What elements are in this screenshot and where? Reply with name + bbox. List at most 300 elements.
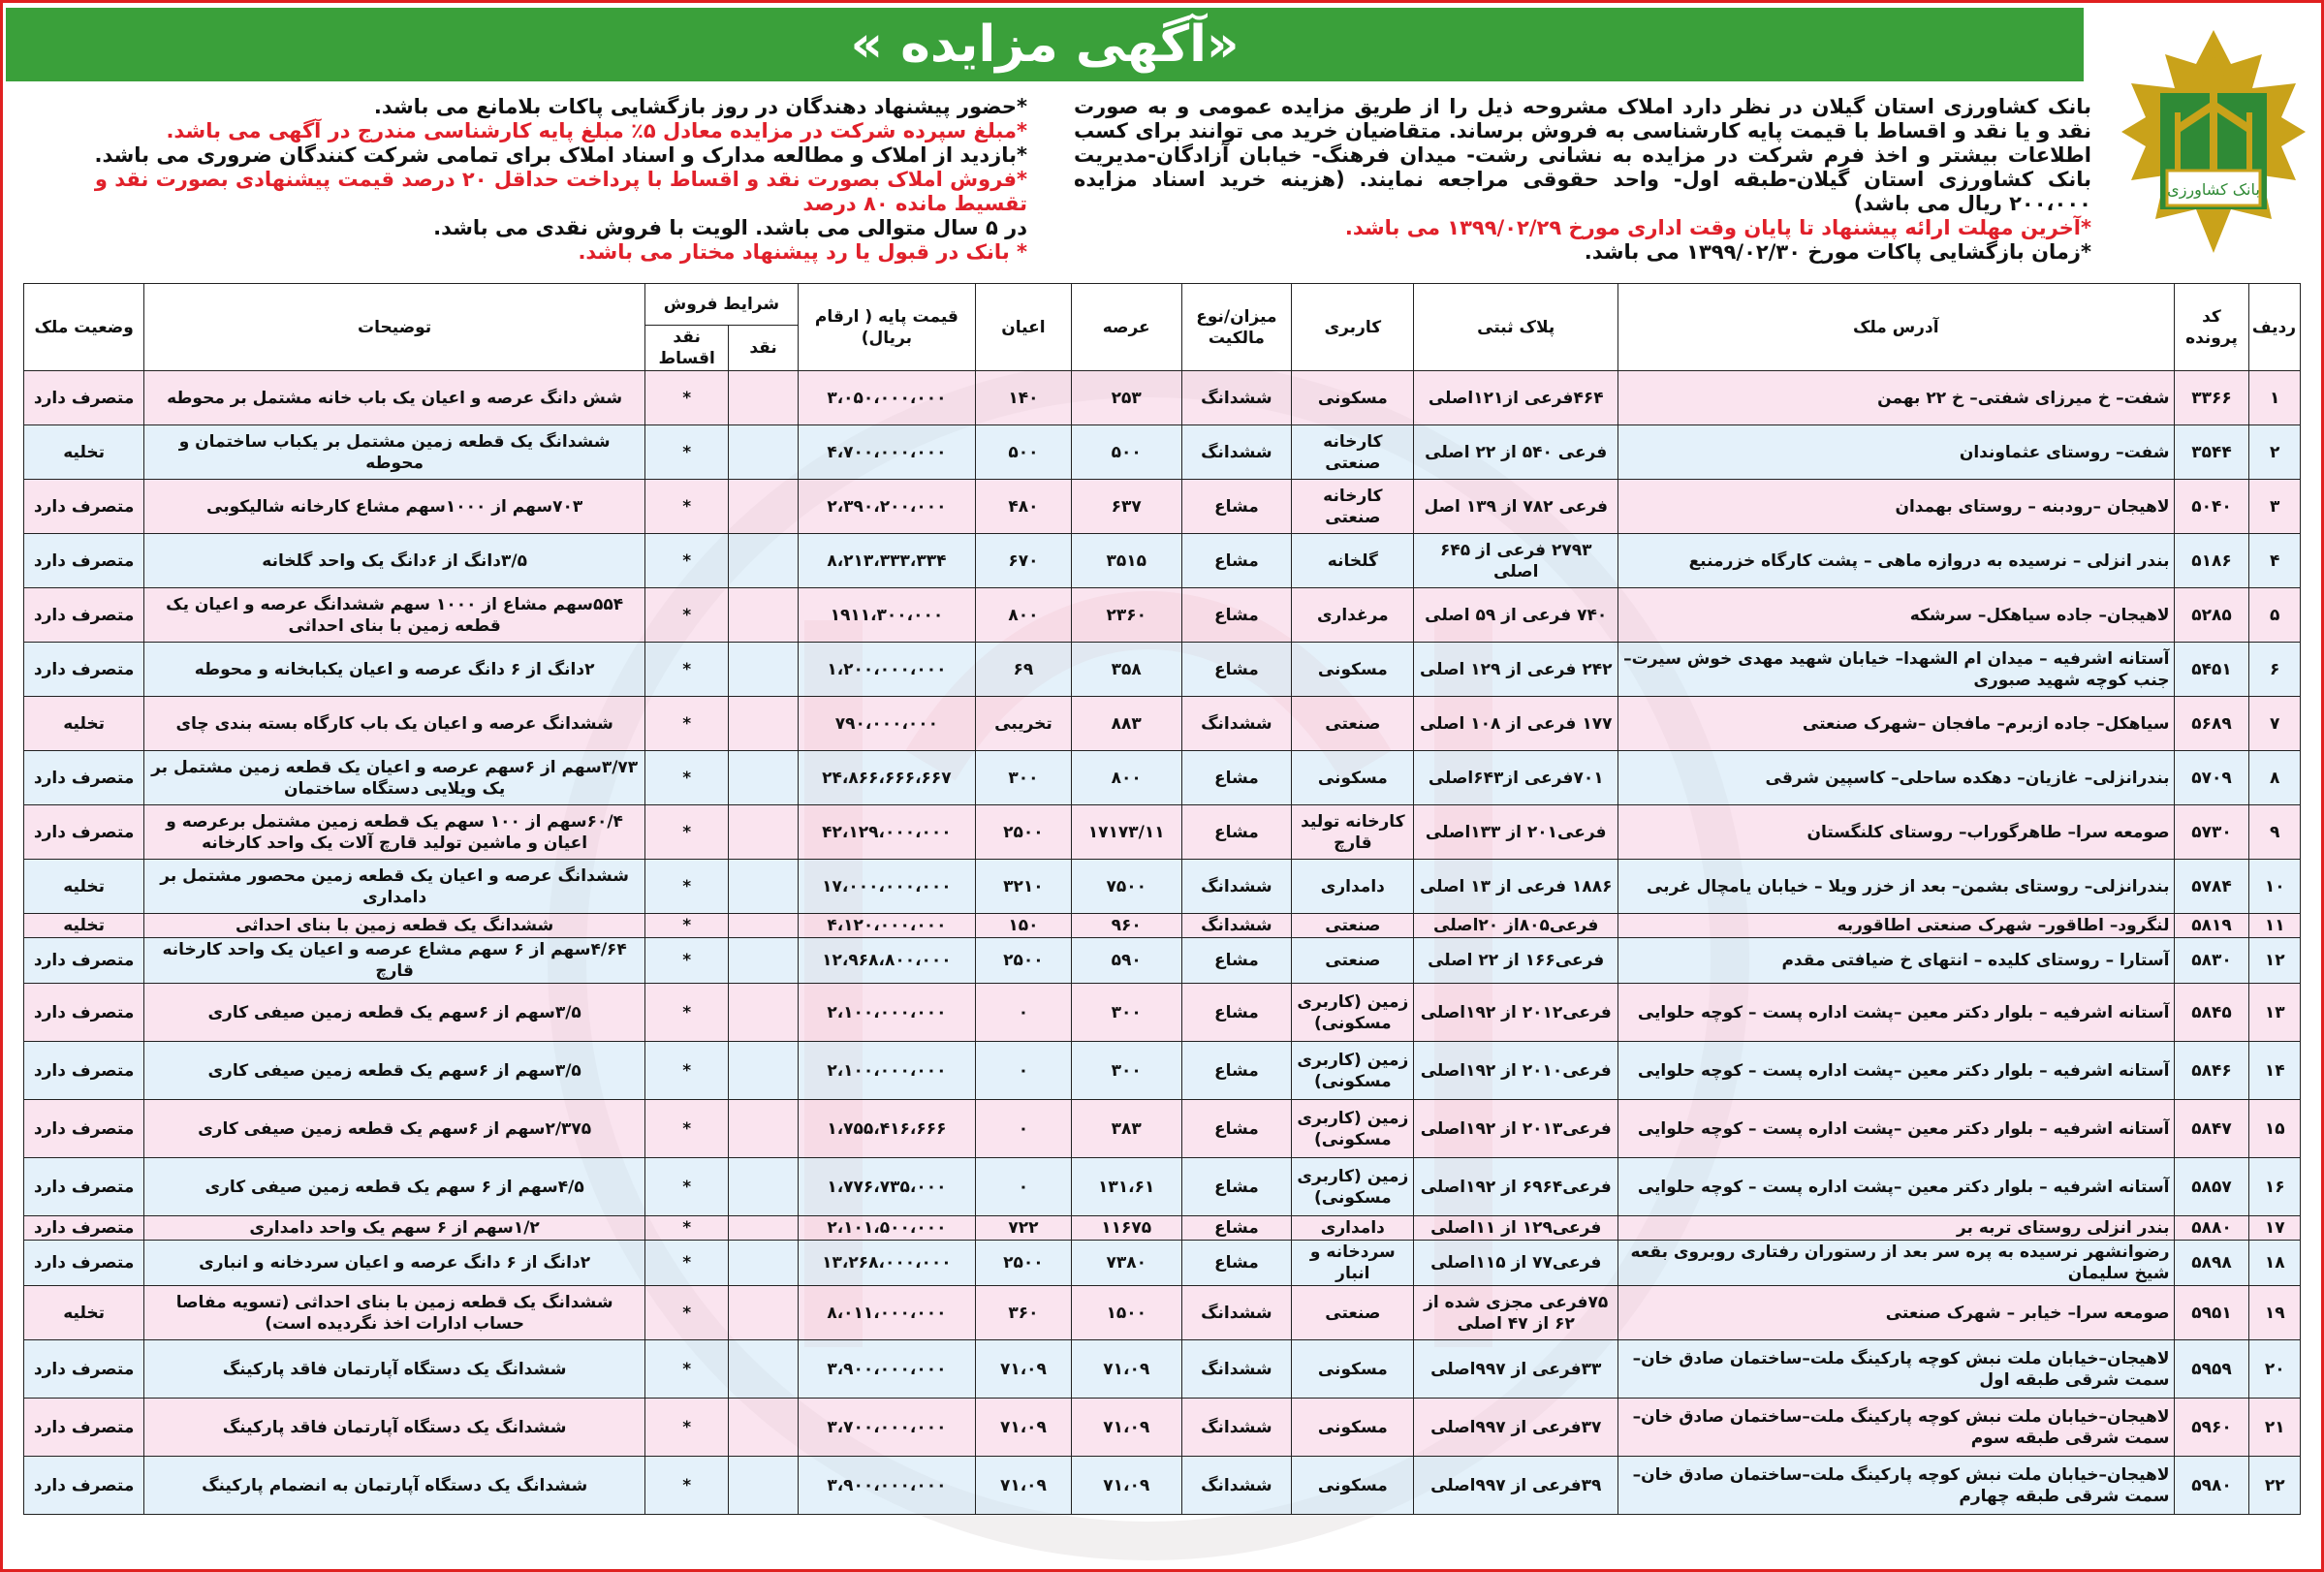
table-row [24,938,2301,984]
cell-row-number: ۱۲ [2249,938,2301,984]
cell-ownership: ششدانگ [1181,860,1292,914]
cell-cash-mark [729,1216,799,1241]
cell-area: ۱۷۱۷۳/۱۱ [1071,805,1181,860]
cell-installment-mark: * [644,643,728,697]
cell-plaque: ۱۷۷ فرعی از ۱۰۸ اصلی [1414,697,1617,751]
table-row [24,1457,2301,1515]
cell-address: بندر انزلی – نرسیده به دروازه ماهی – پشت کارگاه خزرمنبع [1617,534,2174,588]
cell-row-number: ۱۰ [2249,860,2301,914]
page-title: «آگهی مزایده » [850,16,1240,74]
table-row [24,534,2301,588]
cell-usage: زمین (کاربری مسکونی) [1292,1158,1414,1216]
cell-cash-mark [729,1457,799,1515]
cell-base-price: ۱۹۱۱،۳۰۰،۰۰۰ [798,588,975,643]
cell-ownership: مشاع [1181,938,1292,984]
table-row [24,1241,2301,1286]
cell-description: ۴/۶۴سهم از ۶ سهم مشاع عرصه و اعیان یک واحد کارخانه قارچ [144,938,645,984]
cell-usage: صنعتی [1292,697,1414,751]
title-banner [6,8,2084,81]
cell-address: بندرانزلی– روستای بشمن– بعد از خزر ویلا – خیابان یامچال غربی [1617,860,2174,914]
cell-building: ۱۴۰ [975,371,1071,425]
cell-ownership: ششدانگ [1181,371,1292,425]
cell-ownership: ششدانگ [1181,1286,1292,1340]
cell-row-number: ۱۸ [2249,1241,2301,1286]
note-visit: *بازدید از املاک و مطالعه مدارک و اسناد املاک برای تمامی شرکت کنندگان ضروری می باشد. [94,143,1027,167]
cell-cash-mark [729,860,799,914]
cell-area: ۳۰۰ [1071,984,1181,1042]
cell-cash-mark [729,1100,799,1158]
cell-plaque: فرعی۱۶۶ از ۲۲ اصلی [1414,938,1617,984]
cell-ownership: مشاع [1181,751,1292,805]
cell-ownership: مشاع [1181,1100,1292,1158]
header-base-price: قیمت پایه ( ارقام بریال) [798,284,975,371]
cell-area: ۱۵۰۰ [1071,1286,1181,1340]
cell-description: ۳/۵دانگ از ۶دانگ یک واحد گلخانه [144,534,645,588]
cell-address: لاهیجان–خیابان ملت نبش کوچه پارکینگ ملت–ساختمان صادق خان– سمت شرقی طبقه چهارم [1617,1457,2174,1515]
cell-plaque: ۷۴۰ فرعی از ۵۹ اصلی [1414,588,1617,643]
cell-ownership: مشاع [1181,1216,1292,1241]
table-row [24,1286,2301,1340]
cell-building: ۷۱،۰۹ [975,1399,1071,1457]
cell-area: ۸۸۳ [1071,697,1181,751]
cell-row-number: ۱ [2249,371,2301,425]
cell-ownership: مشاع [1181,1158,1292,1216]
cell-installment-mark: * [644,860,728,914]
cell-ownership: مشاع [1181,588,1292,643]
cell-installment-mark: * [644,1241,728,1286]
table-row [24,1216,2301,1241]
cell-address: آستانه اشرفیه – بلوار دکتر معین –پشت اداره پست – کوچه حلوایی [1617,1042,2174,1100]
cell-row-number: ۲ [2249,425,2301,480]
cell-status: متصرف دارد [24,480,144,534]
cell-base-price: ۱۷،۰۰۰،۰۰۰،۰۰۰ [798,860,975,914]
table-row [24,1100,2301,1158]
cell-cash-mark [729,643,799,697]
cell-description: ششدانگ یک قطعه زمین با بنای احداثی (تسویه مفاصا حساب ادارات اخذ نگردیده است) [144,1286,645,1340]
cell-usage: کارخانه تولید قارچ [1292,805,1414,860]
cell-status: تخلیه [24,697,144,751]
cell-area: ۶۳۷ [1071,480,1181,534]
cell-status: متصرف دارد [24,751,144,805]
cell-row-number: ۵ [2249,588,2301,643]
cell-base-price: ۴،۱۲۰،۰۰۰،۰۰۰ [798,914,975,938]
cell-usage: دامداری [1292,1216,1414,1241]
cell-file-code: ۵۸۴۷ [2174,1100,2249,1158]
table-row [24,984,2301,1042]
cell-cash-mark [729,938,799,984]
cell-cash-mark [729,588,799,643]
cell-usage: زمین (کاربری مسکونی) [1292,1100,1414,1158]
cell-building: ۱۵۰ [975,914,1071,938]
cell-ownership: مشاع [1181,805,1292,860]
cell-row-number: ۴ [2249,534,2301,588]
cell-cash-mark [729,1042,799,1100]
cell-description: ششدانگ یک دستگاه آپارتمان فاقد پارکینگ [144,1340,645,1399]
cell-row-number: ۲۲ [2249,1457,2301,1515]
auction-table [23,283,2301,1515]
cell-area: ۳۵۱۵ [1071,534,1181,588]
cell-base-price: ۱،۷۵۵،۴۱۶،۶۶۶ [798,1100,975,1158]
cell-row-number: ۷ [2249,697,2301,751]
cell-base-price: ۳،۹۰۰،۰۰۰،۰۰۰ [798,1457,975,1515]
cell-plaque: ۳۷فرعی از ۹۹۷اصلی [1414,1399,1617,1457]
cell-description: ۴/۵سهم از ۶ سهم یک قطعه زمین صیفی کاری [144,1158,645,1216]
header-address: آدرس ملک [1617,284,2174,371]
header-file-code: کد پرونده [2174,284,2249,371]
cell-area: ۳۵۸ [1071,643,1181,697]
cell-cash-mark [729,805,799,860]
cell-file-code: ۳۳۶۶ [2174,371,2249,425]
cell-building: ۴۸۰ [975,480,1071,534]
cell-description: ۳/۵سهم از ۶سهم یک قطعه زمین صیفی کاری [144,1042,645,1100]
cell-area: ۵۰۰ [1071,425,1181,480]
table-row [24,643,2301,697]
cell-file-code: ۵۸۱۹ [2174,914,2249,938]
cell-file-code: ۵۶۸۹ [2174,697,2249,751]
cell-building: ۸۰۰ [975,588,1071,643]
cell-installment-mark: * [644,1286,728,1340]
cell-base-price: ۴۲،۱۲۹،۰۰۰،۰۰۰ [798,805,975,860]
table-row [24,751,2301,805]
cell-base-price: ۳،۷۰۰،۰۰۰،۰۰۰ [798,1399,975,1457]
cell-ownership: ششدانگ [1181,914,1292,938]
cell-plaque: فرعی۸۰۵از ۲۰اصلی [1414,914,1617,938]
cell-file-code: ۵۹۶۰ [2174,1399,2249,1457]
header-ownership: میزان/نوع مالکیت [1181,284,1292,371]
cell-address: رضوانشهر نرسیده به پره سر بعد از رستوران رفتاری روبروی بقعه شیخ سلیمان [1617,1241,2174,1286]
cell-description: ششدانگ عرصه و اعیان یک باب کارگاه بسته بندی چای [144,697,645,751]
cell-base-price: ۱۳،۲۶۸،۰۰۰،۰۰۰ [798,1241,975,1286]
header-building: اعیان [975,284,1071,371]
cell-file-code: ۵۹۵۱ [2174,1286,2249,1340]
cell-cash-mark [729,1158,799,1216]
cell-plaque: فرعی ۷۸۲ از ۱۳۹ اصل [1414,480,1617,534]
cell-description: ششدانگ یک دستگاه آپارتمان به انضمام پارکینگ [144,1457,645,1515]
table-row [24,860,2301,914]
cell-file-code: ۵۸۹۸ [2174,1241,2249,1286]
cell-file-code: ۵۱۸۶ [2174,534,2249,588]
cell-area: ۷۵۰۰ [1071,860,1181,914]
cell-ownership: ششدانگ [1181,425,1292,480]
cell-base-price: ۱۲،۹۶۸،۸۰۰،۰۰۰ [798,938,975,984]
cell-area: ۵۹۰ [1071,938,1181,984]
intro-deadline: *آخرین مهلت ارائه پیشنهاد تا پایان وقت اداری مورخ ۱۳۹۹/۰۲/۲۹ می باشد. [1344,216,2091,239]
cell-base-price: ۲،۱۰۰،۰۰۰،۰۰۰ [798,984,975,1042]
intro-main-block [1074,95,2091,265]
cell-description: ۵۵۴سهم مشاع از ۱۰۰۰ سهم ششدانگ عرصه و اعیان یک قطعه زمین با بنای احداثی [144,588,645,643]
cell-building: ۲۵۰۰ [975,805,1071,860]
cell-file-code: ۵۸۴۵ [2174,984,2249,1042]
cell-file-code: ۵۹۸۰ [2174,1457,2249,1515]
cell-description: ششدانگ یک دستگاه آپارتمان فاقد پارکینگ [144,1399,645,1457]
note-bank-right: * بانک در قبول یا رد پیشنهاد مختار می باشد. [578,240,1027,264]
cell-address: شفت– خ میرزای شفتی– خ ۲۲ بهمن [1617,371,2174,425]
cell-area: ۳۸۳ [1071,1100,1181,1158]
cell-building: تخریبی [975,697,1071,751]
cell-cash-mark [729,425,799,480]
cell-description: ۳/۷۳سهم از ۶سهم عرصه و اعیان یک قطعه زمین مشتمل بر یک ویلایی دستگاه ساختمان [144,751,645,805]
cell-building: ۷۲۲ [975,1216,1071,1241]
cell-row-number: ۳ [2249,480,2301,534]
cell-address: لاهیجان–خیابان ملت نبش کوچه پارکینگ ملت–ساختمان صادق خان– سمت شرقی طبقه اول [1617,1340,2174,1399]
cell-description: ۶۰/۴سهم از ۱۰۰ سهم یک قطعه زمین مشتمل برعرصه و اعیان و ماشین تولید قارچ آلات یک واحد کارخانه [144,805,645,860]
header-plaque: پلاک ثبتی [1414,284,1617,371]
cell-plaque: ۴۶۴فرعی از۱۲۱اصلی [1414,371,1617,425]
header-installment: نقد اقساط [644,326,728,371]
cell-address: آستانه اشرفیه – بلوار دکتر معین –پشت اداره پست – کوچه حلوایی [1617,1158,2174,1216]
table-header-row [24,284,2301,326]
cell-building: ۶۷۰ [975,534,1071,588]
cell-address: لنگرود– اطاقور– شهرک صنعتی اطاقوربه [1617,914,2174,938]
cell-status: متصرف دارد [24,1100,144,1158]
cell-description: ششدانگ عرصه و اعیان یک قطعه زمین محصور مشتمل بر دامداری [144,860,645,914]
cell-description: شش دانگ عرصه و اعیان یک باب خانه مشتمل بر محوطه [144,371,645,425]
cell-usage: مسکونی [1292,751,1414,805]
cell-plaque: فرعی۲۰۱۲ از ۱۹۲اصلی [1414,984,1617,1042]
cell-row-number: ۸ [2249,751,2301,805]
cell-cash-mark [729,751,799,805]
cell-area: ۷۱،۰۹ [1071,1399,1181,1457]
cell-usage: گلخانه [1292,534,1414,588]
cell-plaque: فرعی۶۹۶۴ از ۱۹۲اصلی [1414,1158,1617,1216]
cell-installment-mark: * [644,751,728,805]
cell-address: لاهیجان– جاده سیاهکل– سرشکه [1617,588,2174,643]
cell-description: ششدانگ یک قطعه زمین مشتمل بر یکباب ساختمان و محوطه [144,425,645,480]
cell-description: ۲دانگ از ۶ دانگ عرصه و اعیان یکبابخانه و محوطه [144,643,645,697]
cell-installment-mark: * [644,1457,728,1515]
table-row [24,914,2301,938]
cell-address: صومعه سرا– طاهرگوراب– روستای کلنگستان [1617,805,2174,860]
cell-installment-mark: * [644,914,728,938]
cell-status: متصرف دارد [24,1457,144,1515]
cell-usage: سردخانه و انبار [1292,1241,1414,1286]
cell-plaque: فرعی ۵۴۰ از ۲۲ اصلی [1414,425,1617,480]
cell-base-price: ۸،۲۱۳،۳۳۳،۳۳۴ [798,534,975,588]
intro-main-text: بانک کشاورزی استان گیلان در نظر دارد املاک مشروحه ذیل را از طریق مزایده عمومی و به صورت نقد و یا نقد و اقساط با قیمت پایه کارشناسی به فروش برساند. متقاضیان خرید می توانند برای کسب اطلاعات بیشتر و اخذ فرم شرکت در مزایده به نشانی رشت- میدان فرهنگ- خیابان آزادگان-مدیریت بانک کشاورزی استان گیلان-طبقه اول- واحد حقوقی مراجعه نمایند. (هزینه خرید اسناد مزایده ۲۰۰،۰۰۰ ریال می باشد) [1074,95,2091,215]
header-usage: کاربری [1292,284,1414,371]
cell-ownership: ششدانگ [1181,1399,1292,1457]
cell-status: متصرف دارد [24,984,144,1042]
cell-file-code: ۵۲۸۵ [2174,588,2249,643]
cell-file-code: ۵۷۰۹ [2174,751,2249,805]
cell-status: متصرف دارد [24,588,144,643]
header-description: توضیحات [144,284,645,371]
cell-status: تخلیه [24,1286,144,1340]
cell-building: ۰ [975,1100,1071,1158]
cell-installment-mark: * [644,984,728,1042]
cell-base-price: ۱،۷۷۶،۷۳۵،۰۰۰ [798,1158,975,1216]
cell-ownership: مشاع [1181,643,1292,697]
cell-address: آستانه اشرفیه – بلوار دکتر معین –پشت اداره پست – کوچه حلوایی [1617,1100,2174,1158]
header-row-number: ردیف [2249,284,2301,371]
cell-cash-mark [729,371,799,425]
cell-building: ۰ [975,1042,1071,1100]
cell-cash-mark [729,1340,799,1399]
cell-building: ۵۰۰ [975,425,1071,480]
cell-status: متصرف دارد [24,805,144,860]
cell-file-code: ۵۸۸۰ [2174,1216,2249,1241]
cell-address: بندر انزلی روستای تربه بر [1617,1216,2174,1241]
cell-description: ششدانگ یک قطعه زمین با بنای احداثی [144,914,645,938]
cell-base-price: ۳،۰۵۰،۰۰۰،۰۰۰ [798,371,975,425]
table-row [24,1042,2301,1100]
cell-description: ۲دانگ از ۶ دانگ عرصه و اعیان سردخانه و انباری [144,1241,645,1286]
cell-building: ۳۲۱۰ [975,860,1071,914]
cell-address: آستارا – روستای کلیده – انتهای خ ضیافتی مقدم [1617,938,2174,984]
cell-address: لاهیجان –رودبنه – روستای بهمدان [1617,480,2174,534]
cell-cash-mark [729,480,799,534]
cell-usage: کارخانه صنعتی [1292,480,1414,534]
table-row [24,1340,2301,1399]
cell-base-price: ۲۴،۸۶۶،۶۶۶،۶۶۷ [798,751,975,805]
cell-status: تخلیه [24,914,144,938]
cell-file-code: ۵۷۳۰ [2174,805,2249,860]
cell-status: متصرف دارد [24,1399,144,1457]
cell-installment-mark: * [644,805,728,860]
cell-area: ۸۰۰ [1071,751,1181,805]
cell-cash-mark [729,984,799,1042]
cell-status: متصرف دارد [24,1158,144,1216]
cell-file-code: ۵۹۵۹ [2174,1340,2249,1399]
note-payment: *فروش املاک بصورت نقد و اقساط با پرداخت حداقل ۲۰ درصد قیمت پیشنهادی بصورت نقد و تقسیط مانده ۸۰ درصد [94,168,1027,215]
cell-base-price: ۱،۲۰۰،۰۰۰،۰۰۰ [798,643,975,697]
cell-installment-mark: * [644,1340,728,1399]
cell-file-code: ۵۷۸۴ [2174,860,2249,914]
cell-status: تخلیه [24,425,144,480]
cell-installment-mark: * [644,480,728,534]
cell-row-number: ۱۳ [2249,984,2301,1042]
table-row [24,805,2301,860]
cell-usage: صنعتی [1292,938,1414,984]
cell-area: ۷۱،۰۹ [1071,1340,1181,1399]
bank-keshavarzi-logo [2117,25,2310,267]
table-row [24,480,2301,534]
cell-plaque: فرعی۲۰۱ از ۱۳۳اصلی [1414,805,1617,860]
cell-installment-mark: * [644,1216,728,1241]
cell-base-price: ۷۹۰،۰۰۰،۰۰۰ [798,697,975,751]
cell-installment-mark: * [644,371,728,425]
cell-area: ۳۰۰ [1071,1042,1181,1100]
cell-ownership: مشاع [1181,534,1292,588]
header-status: وضعیت ملک [24,284,144,371]
cell-building: ۰ [975,1158,1071,1216]
cell-ownership: مشاع [1181,480,1292,534]
cell-cash-mark [729,1241,799,1286]
cell-installment-mark: * [644,534,728,588]
cell-installment-mark: * [644,425,728,480]
cell-description: ۲/۳۷۵سهم از ۶سهم یک قطعه زمین صیفی کاری [144,1100,645,1158]
cell-installment-mark: * [644,1399,728,1457]
cell-status: تخلیه [24,860,144,914]
cell-row-number: ۱۴ [2249,1042,2301,1100]
cell-usage: زمین (کاربری مسکونی) [1292,984,1414,1042]
cell-plaque: فرعی۷۷ از ۱۱۵اصلی [1414,1241,1617,1286]
cell-usage: مسکونی [1292,1340,1414,1399]
cell-installment-mark: * [644,1042,728,1100]
cell-file-code: ۵۸۵۷ [2174,1158,2249,1216]
cell-cash-mark [729,697,799,751]
note-attendance: *حضور پیشنهاد دهندگان در روز بازگشایی پاکات بلامانع می باشد. [373,95,1027,118]
cell-usage: صنعتی [1292,1286,1414,1340]
cell-area: ۲۵۳ [1071,371,1181,425]
cell-installment-mark: * [644,1100,728,1158]
cell-installment-mark: * [644,1158,728,1216]
cell-area: ۷۱،۰۹ [1071,1457,1181,1515]
cell-base-price: ۲،۱۰۰،۰۰۰،۰۰۰ [798,1042,975,1100]
cell-base-price: ۲،۱۰۱،۵۰۰،۰۰۰ [798,1216,975,1241]
cell-usage: کارخانه صنعتی [1292,425,1414,480]
cell-installment-mark: * [644,697,728,751]
cell-area: ۲۳۶۰ [1071,588,1181,643]
cell-usage: مسکونی [1292,371,1414,425]
cell-status: متصرف دارد [24,1241,144,1286]
cell-base-price: ۲،۳۹۰،۲۰۰،۰۰۰ [798,480,975,534]
cell-area: ۷۳۸۰ [1071,1241,1181,1286]
header-sale-terms: شرایط فروش [644,284,798,326]
cell-plaque: فرعی۱۲۹ از ۱۱اصلی [1414,1216,1617,1241]
cell-file-code: ۵۸۳۰ [2174,938,2249,984]
cell-building: ۲۵۰۰ [975,938,1071,984]
cell-cash-mark [729,1399,799,1457]
cell-address: سیاهکل– جاده ازبرم– مافجان –شهرک صنعتی [1617,697,2174,751]
cell-description: ۳/۵سهم از ۶سهم یک قطعه زمین صیفی کاری [144,984,645,1042]
cell-plaque: فرعی۲۰۱۳ از ۱۹۲اصلی [1414,1100,1617,1158]
cell-plaque: ۱۸۸۶ فرعی از ۱۳ اصلی [1414,860,1617,914]
cell-address: بندرانزلی– غازیان– دهکده ساحلی– کاسپین شرقی [1617,751,2174,805]
cell-building: ۳۶۰ [975,1286,1071,1340]
cell-row-number: ۱۹ [2249,1286,2301,1340]
intro-opening: *زمان بازگشایی پاکات مورخ ۱۳۹۹/۰۲/۳۰ می باشد. [1584,240,2091,264]
cell-row-number: ۹ [2249,805,2301,860]
cell-building: ۲۵۰۰ [975,1241,1071,1286]
cell-usage: صنعتی [1292,914,1414,938]
cell-row-number: ۱۵ [2249,1100,2301,1158]
cell-base-price: ۴،۷۰۰،۰۰۰،۰۰۰ [798,425,975,480]
cell-row-number: ۶ [2249,643,2301,697]
cell-ownership: ششدانگ [1181,697,1292,751]
cell-installment-mark: * [644,938,728,984]
cell-usage: زمین (کاربری مسکونی) [1292,1042,1414,1100]
cell-plaque: ۲۴۲ فرعی از ۱۲۹ اصلی [1414,643,1617,697]
cell-file-code: ۳۵۴۴ [2174,425,2249,480]
cell-cash-mark [729,1286,799,1340]
cell-building: ۷۱،۰۹ [975,1457,1071,1515]
cell-usage: مسکونی [1292,1399,1414,1457]
cell-usage: مرغداری [1292,588,1414,643]
cell-status: متصرف دارد [24,938,144,984]
cell-row-number: ۱۶ [2249,1158,2301,1216]
cell-area: ۱۱۶۷۵ [1071,1216,1181,1241]
table-row [24,1158,2301,1216]
cell-area: ۱۳۱،۶۱ [1071,1158,1181,1216]
cell-address: صومعه سرا– خیابر – شهرک صنعتی [1617,1286,2174,1340]
note-payment-cont: در ۵ سال متوالی می باشد. الویت با فروش نقدی می باشد. [433,216,1027,239]
cell-building: ۶۹ [975,643,1071,697]
cell-cash-mark [729,914,799,938]
cell-ownership: مشاع [1181,984,1292,1042]
cell-status: متصرف دارد [24,371,144,425]
cell-status: متصرف دارد [24,1042,144,1100]
table-row [24,371,2301,425]
cell-ownership: مشاع [1181,1042,1292,1100]
cell-file-code: ۵۴۵۱ [2174,643,2249,697]
cell-plaque: ۷۰۱فرعی از۶۴۳اصلی [1414,751,1617,805]
cell-ownership: مشاع [1181,1241,1292,1286]
cell-plaque: ۳۹فرعی از ۹۹۷اصلی [1414,1457,1617,1515]
cell-file-code: ۵۰۴۰ [2174,480,2249,534]
header-area: عرصه [1071,284,1181,371]
cell-cash-mark [729,534,799,588]
